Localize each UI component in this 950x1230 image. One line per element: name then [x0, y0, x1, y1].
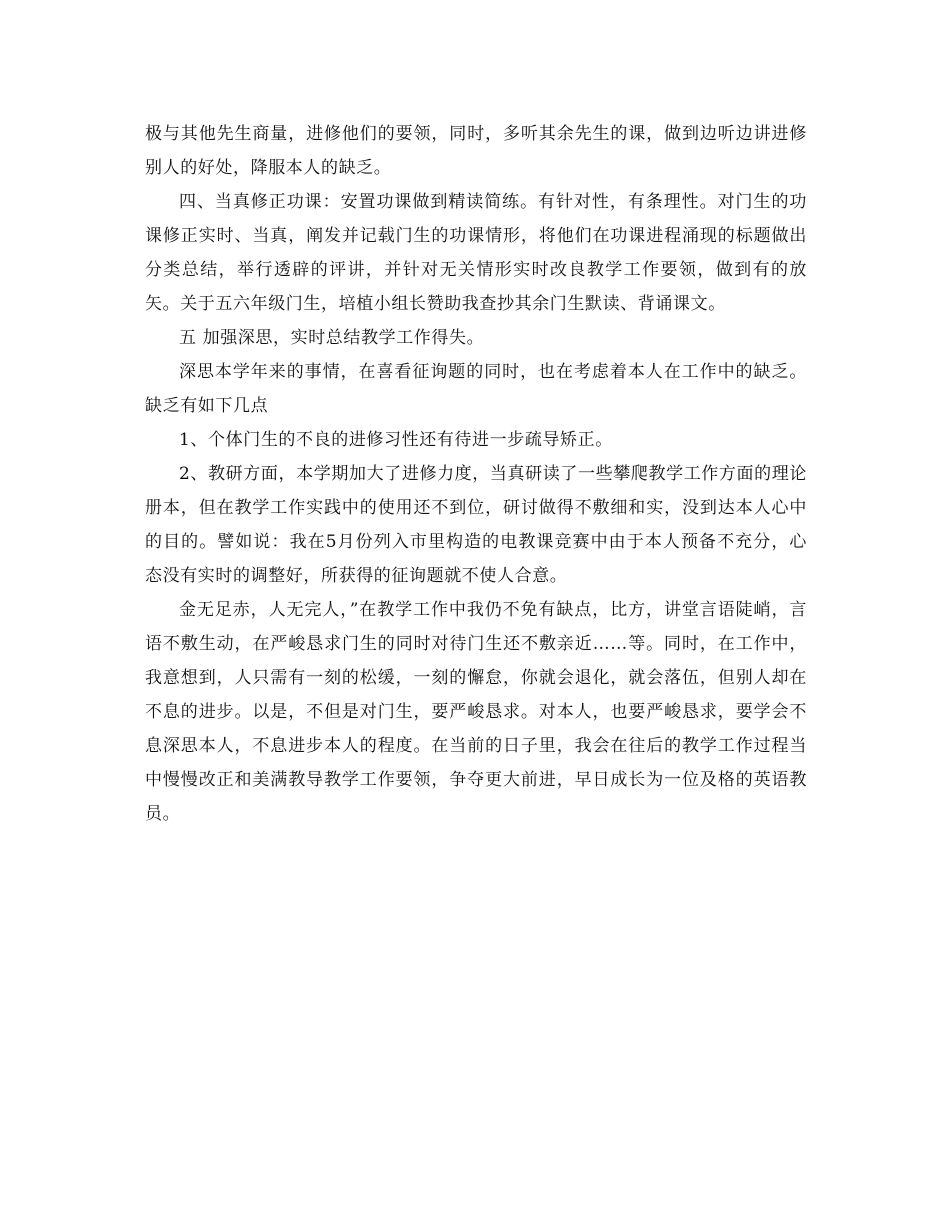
paragraph-conclusion: 金无足赤，人无完人，”在教学工作中我仍不免有缺点，比方，讲堂言语陡峭，言语不敷生动，在严峻恳求门生的同时对待门生还不敷亲近……等。同时，在工作中，我意想到，人只需有一刻的松缓，一刻的懈怠，你就会退化，就会落伍，但别人却在不息的进步。以是，不但是对门生，要严峻恳求。对本人，也要严峻恳求，要学会不息深思本人，不息进步本人的程度。在当前的日子里，我会在往后的教学工作过程当中慢慢改正和美满教导教学工作要领，争夺更大前进，早日成长为一位及格的英语教员。: [145, 600, 807, 824]
paragraph-homework-correction: 四、当真修正功课：安置功课做到精读简练。有针对性，有条理性。对门生的功课修正实时、当真，阐发并记载门生的功课情形，将他们在功课进程涌现的标题做出分类总结，举行透辟的评讲，并针对无关情形实时改良教学工作要领，做到有的放矢。关于五六年级门生，培植小组长赞助我查抄其余门生默读、背诵课文。: [145, 192, 807, 314]
document-body: [145, 117, 807, 831]
paragraph-point-two: 2、教研方面，本学期加大了进修力度，当真研读了一些攀爬教学工作方面的理论册本，但在教学工作实践中的使用还不到位，研讨做得不敷细和实，没到达本人心中的目的。譬如说：我在5月份列入市里构造的电教课竞赛中由于本人预备不充分，心态没有实时的调整好，所获得的征询题就不使人合意。: [145, 464, 807, 586]
paragraph-continued: 极与其他先生商量，进修他们的要领，同时，多听其余先生的课，做到边听边讲进修别人的好处，降服本人的缺乏。: [145, 124, 807, 178]
paragraph-section-five-heading: 五 加强深思，实时总结教学工作得失。: [179, 328, 485, 348]
paragraph-point-one: 1、个体门生的不良的进修习性还有待进一步疏导矫正。: [179, 430, 613, 450]
paragraph-reflection: 深思本学年来的事情，在喜看征询题的同时，也在考虑着本人在工作中的缺乏。缺乏有如下几点: [145, 362, 807, 416]
